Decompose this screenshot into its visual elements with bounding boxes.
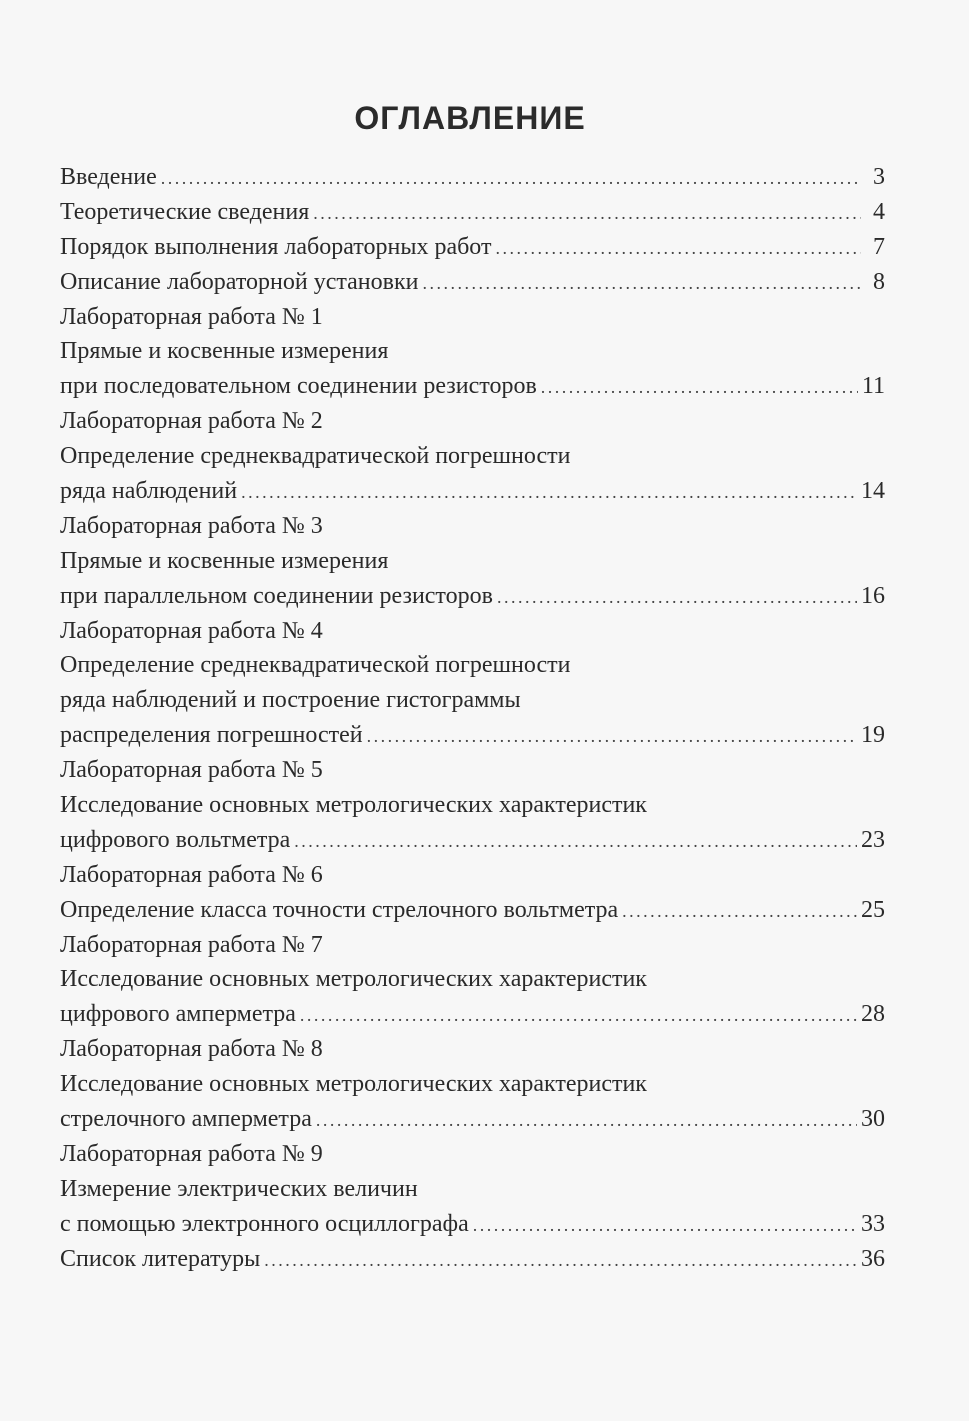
- toc-section-heading: Лабораторная работа № 9: [60, 1140, 323, 1167]
- toc-line: [60, 265, 885, 300]
- toc-page-number: 19: [861, 722, 885, 749]
- dot-leader: [241, 475, 857, 510]
- dot-leader: [541, 370, 858, 405]
- toc-section-heading: Лабораторная работа № 3: [60, 512, 323, 539]
- toc-section-heading: Лабораторная работа № 7: [60, 931, 323, 958]
- dot-leader: [313, 196, 861, 231]
- toc-line: [60, 614, 885, 649]
- toc-line: [60, 160, 885, 195]
- toc-line: [60, 439, 885, 474]
- toc-line: [60, 962, 885, 997]
- toc-page-number: 30: [861, 1106, 885, 1133]
- toc-line: [60, 893, 885, 928]
- toc-page-number: 3: [873, 164, 885, 190]
- dot-leader: [367, 719, 857, 754]
- toc-entry-text: при параллельном соединении резисторов: [60, 582, 493, 609]
- dot-leader: [622, 894, 857, 929]
- toc-line: [60, 195, 885, 230]
- dot-leader: [294, 824, 857, 859]
- toc-line: [60, 544, 885, 579]
- toc-line: [60, 788, 885, 823]
- toc-line: [60, 1242, 885, 1277]
- toc-line: [60, 1207, 885, 1242]
- toc-entry-text: Определение среднеквадратической погрешности: [60, 443, 571, 470]
- toc-entry-text: ряда наблюдений: [60, 478, 238, 505]
- toc-entry-text: Измерение электрических величин: [60, 1175, 418, 1202]
- toc-entry-text: распределения погрешностей: [60, 722, 363, 749]
- toc-page-number: 23: [861, 826, 885, 853]
- toc-section-heading: Лабораторная работа № 1: [60, 303, 323, 330]
- toc-line: [60, 230, 885, 265]
- toc-entry-text: стрелочного амперметра: [60, 1106, 312, 1133]
- toc-section-heading: Лабораторная работа № 8: [60, 1036, 323, 1063]
- dot-leader: [473, 1208, 857, 1243]
- dot-leader: [497, 580, 857, 615]
- toc-page-number: 14: [861, 478, 885, 505]
- dot-leader: [495, 231, 861, 266]
- toc-entry-text: Исследование основных метрологических характеристик: [60, 792, 647, 819]
- toc-page-number: 28: [861, 1001, 885, 1028]
- toc-line: [60, 1137, 885, 1172]
- toc-entry-text: цифрового амперметра: [60, 1001, 296, 1028]
- toc-entry-text: Введение: [60, 164, 157, 190]
- toc-section-heading: Лабораторная работа № 6: [60, 861, 323, 888]
- toc-line: [60, 718, 885, 753]
- toc-entry-text: Прямые и косвенные измерения: [60, 547, 389, 574]
- dot-leader: [300, 998, 857, 1033]
- toc-section-heading: Лабораторная работа № 2: [60, 408, 323, 435]
- toc-entry-text: Порядок выполнения лабораторных работ: [60, 233, 492, 260]
- toc-section-heading: Лабораторная работа № 5: [60, 757, 323, 784]
- toc-line: [60, 404, 885, 439]
- dot-leader: [316, 1103, 857, 1138]
- toc-line: [60, 579, 885, 614]
- toc-page-number: 7: [873, 233, 885, 260]
- toc-line: [60, 334, 885, 369]
- toc-entry-text: Описание лабораторной установки: [60, 268, 419, 295]
- toc-entry-text: цифрового вольтметра: [60, 826, 291, 853]
- dot-leader: [422, 266, 861, 301]
- toc-page-number: 33: [861, 1210, 885, 1237]
- toc-entry-text: Определение среднеквадратической погрешности: [60, 652, 571, 679]
- toc-line: [60, 997, 885, 1032]
- toc-line: [60, 823, 885, 858]
- toc-entry-text: Прямые и косвенные измерения: [60, 338, 389, 365]
- toc-line: [60, 858, 885, 893]
- toc-entry-text: Список литературы: [60, 1245, 261, 1272]
- table-of-contents: [60, 160, 885, 1277]
- toc-line: [60, 928, 885, 963]
- dot-leader: [161, 161, 861, 196]
- toc-line: [60, 1032, 885, 1067]
- toc-line: [60, 369, 885, 404]
- toc-section-heading: Лабораторная работа № 4: [60, 617, 323, 644]
- toc-line: [60, 753, 885, 788]
- toc-entry-text: ряда наблюдений и построение гистограммы: [60, 687, 521, 714]
- toc-entry-text: Теоретические сведения: [60, 198, 310, 225]
- toc-line: [60, 1102, 885, 1137]
- toc-entry-text: Определение класса точности стрелочного вольтметра: [60, 896, 619, 923]
- toc-line: [60, 1172, 885, 1207]
- toc-entry-text: при последовательном соединении резисторов: [60, 373, 537, 400]
- toc-page-number: 16: [861, 582, 885, 609]
- dot-leader: [264, 1243, 857, 1278]
- toc-line: [60, 300, 885, 335]
- toc-page-number: 8: [873, 268, 885, 295]
- toc-line: [60, 683, 885, 718]
- toc-page-number: 4: [873, 198, 885, 225]
- toc-page-number: 36: [861, 1245, 885, 1272]
- toc-entry-text: Исследование основных метрологических характеристик: [60, 1071, 647, 1098]
- page-title: ОГЛАВЛЕНИЕ: [354, 100, 586, 136]
- toc-page-number: 11: [861, 373, 885, 400]
- toc-line: [60, 509, 885, 544]
- toc-line: [60, 474, 885, 509]
- toc-line: [60, 648, 885, 683]
- toc-entry-text: Исследование основных метрологических характеристик: [60, 966, 647, 993]
- toc-page-number: 25: [861, 896, 885, 923]
- toc-entry-text: с помощью электронного осциллографа: [60, 1210, 469, 1237]
- toc-line: [60, 1067, 885, 1102]
